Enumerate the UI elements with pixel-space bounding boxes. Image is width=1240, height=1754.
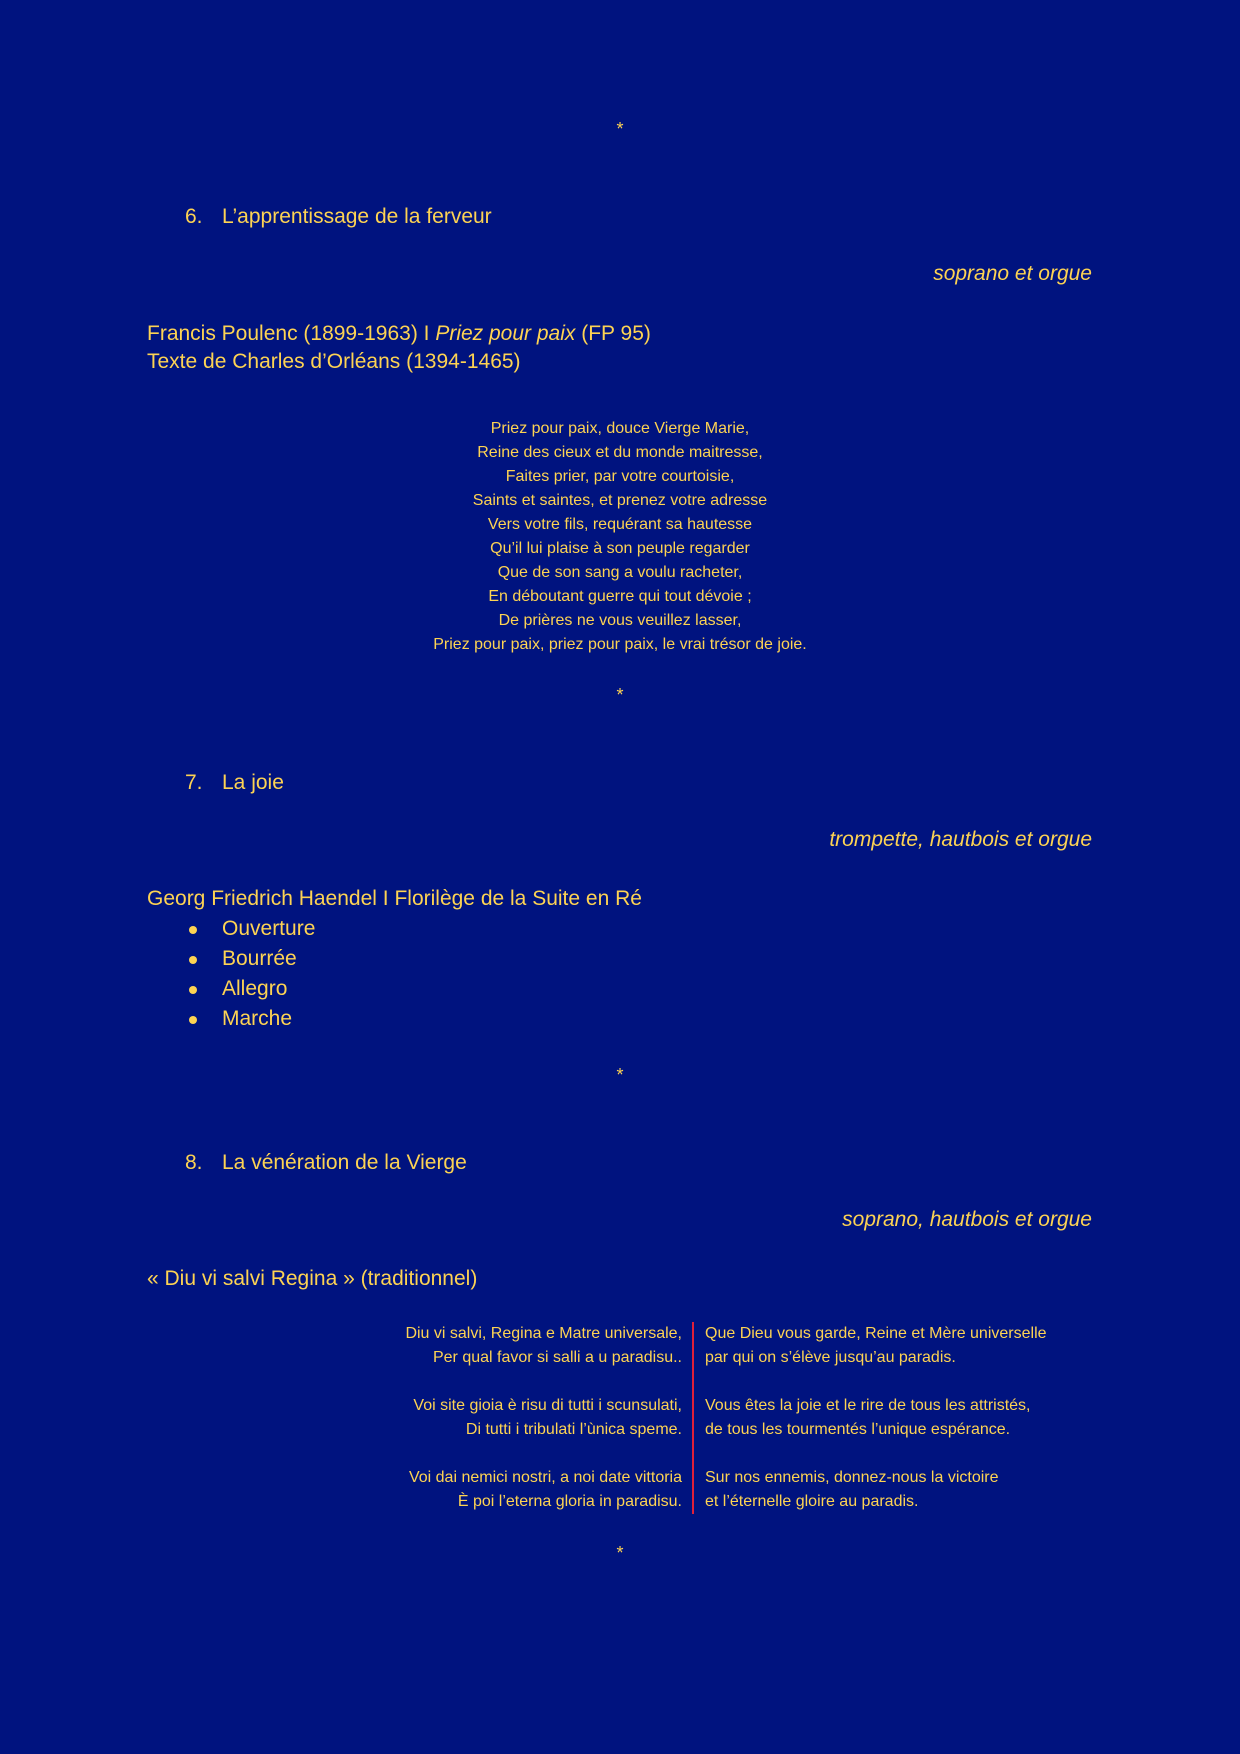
lyric-line: et l’éternelle gloire au paradis. <box>705 1493 919 1510</box>
stanza <box>705 1322 1047 1370</box>
section-number: 7. <box>185 771 203 794</box>
poem-line: En déboutant guerre qui tout dévoie ; <box>488 588 752 605</box>
lyric-line: de tous les tourmentés l’unique espérance. <box>705 1421 1011 1438</box>
poem-line: Reine des cieux et du monde maitresse, <box>477 444 763 461</box>
section-8-instruments: soprano, hautbois et orgue <box>842 1208 1092 1231</box>
piece-composer-line <box>147 320 651 348</box>
poem-line: Que de son sang a voulu racheter, <box>497 564 743 581</box>
section-title: L’apprentissage de la ferveur <box>222 205 492 228</box>
lyric-line: Vous êtes la joie et le rire de tous les attristés, <box>705 1397 1031 1414</box>
stanza <box>705 1466 1047 1514</box>
poem-line: De prières ne vous veuillez lasser, <box>498 612 742 629</box>
lyric-line: Que Dieu vous garde, Reine et Mère universelle <box>705 1325 1047 1342</box>
lyric-line: par qui on s’élève jusqu’au paradis. <box>705 1349 956 1366</box>
separator-star: * <box>616 119 624 139</box>
poem-line: Vers votre fils, requérant sa hautesse <box>487 516 753 533</box>
section-6-instruments: soprano et orgue <box>933 262 1092 285</box>
separator-star: * <box>616 1065 624 1085</box>
translation-column <box>705 1322 1047 1514</box>
lyric-line: Voi dai nemici nostri, a noi date vittoria <box>408 1469 682 1486</box>
section-8-piece: « Diu vi salvi Regina » (traditionnel) <box>147 1267 478 1290</box>
section-7-piece: Georg Friedrich Haendel I Florilège de la Suite en Ré <box>147 887 642 910</box>
poem-line: Faites prier, par votre courtoisie, <box>505 468 735 485</box>
stanza <box>405 1322 682 1370</box>
section-number: 8. <box>185 1151 203 1174</box>
section-6-poem <box>0 417 1240 657</box>
column-divider <box>692 1322 694 1514</box>
work-ref: (FP 95) <box>575 322 651 345</box>
stanza <box>405 1394 682 1442</box>
list-item: Allegro <box>185 974 315 1004</box>
lyric-line: Di tutti i tribulati l’ùnica speme. <box>465 1421 682 1438</box>
section-title: La joie <box>222 771 284 794</box>
poem-line: Priez pour paix, priez pour paix, le vrai trésor de joie. <box>433 636 807 653</box>
section-6-piece <box>147 320 651 376</box>
stanza <box>405 1466 682 1514</box>
poem-line: Qu’il lui plaise à son peuple regarder <box>490 540 750 557</box>
separator-star: * <box>616 1543 624 1563</box>
section-7-instruments: trompette, hautbois et orgue <box>829 828 1092 851</box>
poem-line: Saints et saintes, et prenez votre adresse <box>472 492 768 509</box>
original-text-column <box>405 1322 682 1514</box>
movements-list <box>185 914 315 1034</box>
lyric-line: Sur nos ennemis, donnez-nous la victoire <box>705 1469 999 1486</box>
separator-star: * <box>616 685 624 705</box>
lyric-line: Diu vi salvi, Regina e Matre universale, <box>405 1325 682 1342</box>
stanza <box>705 1394 1047 1442</box>
text-credit: Texte de Charles d’Orléans (1394-1465) <box>147 350 521 373</box>
list-item: Marche <box>185 1004 315 1034</box>
lyric-line: Voi site gioia è risu di tutti i scunsulati, <box>413 1397 682 1414</box>
work-title: Priez pour paix <box>435 322 576 345</box>
list-item: Bourrée <box>185 944 315 974</box>
list-item: Ouverture <box>185 914 315 944</box>
lyric-line: Per qual favor si salli a u paradisu.. <box>432 1349 682 1366</box>
composer-name: Francis Poulenc (1899-1963) I <box>147 322 436 345</box>
section-title: La vénération de la Vierge <box>222 1151 467 1174</box>
section-number: 6. <box>185 205 203 228</box>
poem-line: Priez pour paix, douce Vierge Marie, <box>490 420 750 437</box>
lyric-line: È poi l’eterna gloria in paradisu. <box>457 1493 682 1510</box>
bilingual-lyrics <box>300 1322 1100 1514</box>
